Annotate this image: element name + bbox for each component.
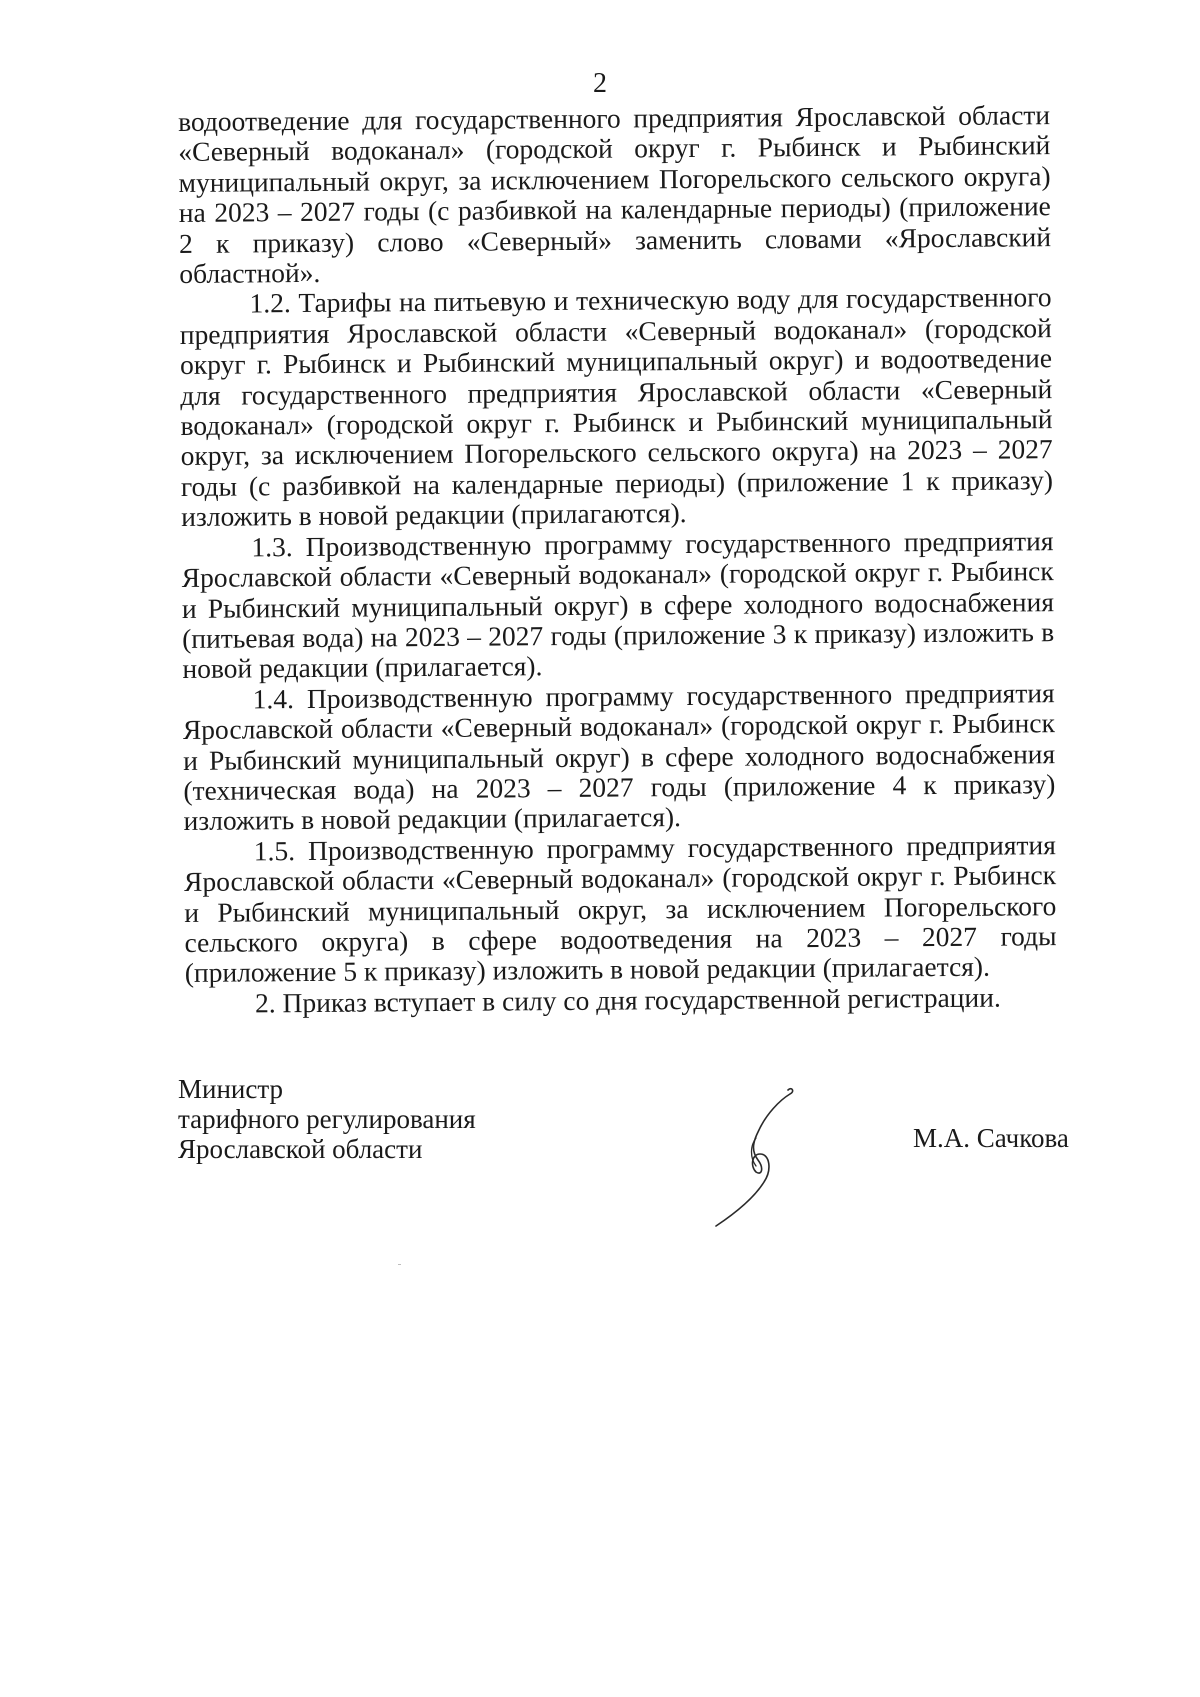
paragraph-1-5: 1.5. Производственную программу государственного предприятия Ярославской области «Северный водоканал» (городской округ г. Рыбинск и Рыбинский муниципальный округ, за исключением Погорельского сельского округа) в сфере водоотведения на 2023 – 2027 годы (приложение 5 к приказу) изложить в новой редакции (прилагается). [183,828,1057,989]
document-body [178,100,1057,1019]
paragraph-1-2: 1.2. Тарифы на питьевую и техническую воду для государственного предприятия Ярославской области «Северный водоканал» (городской округ г. Рыбинск и Рыбинский муниципальный округ) и водоотведение для государственного предприятия Ярославской области «Северный водоканал» (городской округ г. Рыбинск и Рыбинский муниципальный округ, за исключением Погорельского сельского округа) на 2023 – 2027 годы (с разбивкой на календарные периоды) (приложение 1 к приказу) изложить в новой редакции (прилагаются). [179,281,1054,533]
position-line-1: Министр [178,1074,283,1104]
position-line-2: тарифного регулирования [178,1104,476,1134]
paragraph-2: 2. Приказ вступает в силу со дня государственной регистрации. [254,981,1001,1019]
position-line-3: Ярославской области [178,1134,423,1164]
signer-name: М.А. Сачкова [913,1123,1069,1153]
paragraph-1-4: 1.4. Производственную программу государственного предприятия Ярославской области «Северный водоканал» (городской округ г. Рыбинск и Рыбинский муниципальный округ) в сфере холодного водоснабжения (техническая вода) на 2023 – 2027 годы (приложение 4 к приказу) изложить в новой редакции (прилагается). [182,676,1056,837]
page-number: 2 [593,68,607,99]
scan-artifact [398,1264,401,1265]
paragraph-1-3: 1.3. Производственную программу государственного предприятия Ярославской области «Северный водоканал» (городской округ г. Рыбинск и Рыбинский муниципальный округ) в сфере холодного водоснабжения (питьевая вода) на 2023 – 2027 годы (приложение 3 к приказу) изложить в новой редакции (прилагается). [181,524,1055,685]
signatory-position [178,1074,476,1164]
handwritten-signature [700,1080,810,1230]
paragraph-continuation: водоотведение для государственного предприятия Ярославской области «Северный водоканал» (городской округ г. Рыбинск и Рыбинский муниципальный округ, за исключением Погорельского сельского округа) на 2023 – 2027 годы (с разбивкой на календарные периоды) (приложение 2 к приказу) слово «Северный» заменить словами «Ярославский областной». [177,99,1052,290]
